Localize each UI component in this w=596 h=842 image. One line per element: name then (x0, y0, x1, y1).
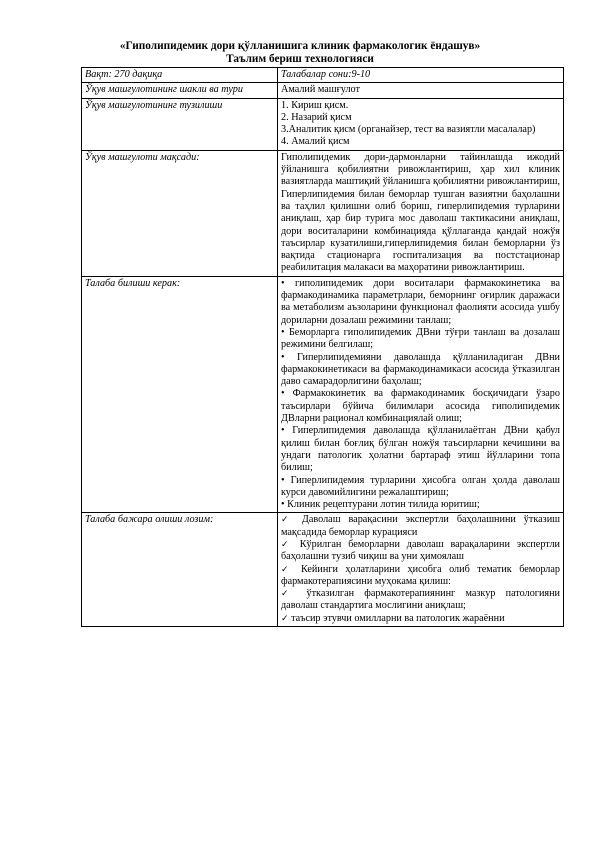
check-icon: ✓ (281, 589, 297, 600)
time-label: Вақт: 270 дақиқа (82, 68, 278, 83)
list-item: • Гиперлипидемия турларини ҳисобга олган ҳолда даволаш курси давомийлигини режалаштириш; (281, 474, 560, 498)
check-icon: ✓ (281, 564, 294, 575)
document-subtitle: Таълим бериш технологияси (226, 53, 374, 65)
list-item: • Клиник рецептурани лотин тилида юритиш; (281, 499, 480, 511)
goal-text: Гиполипидемик дори-дармонларни тайинлашда ижодий ўйланишга қобилиятни ривожлантириш, ҳар хил клиник вазиятларда маштиқий ўйланишга қобилиятни ривожлантириш, Гиперлипидемия билан беморлар тушган вазиятни баҳолашни ва таҳлил қилишни олиб бориш, гиперлипидемия турларини аниқлаш, ҳар бир турига мос даволаш тактикасини аниқлаш, дори воситаларини комбинацияда қўллаганда қандай ножўя таъсирлар кузатилиши,гиперлипидемия билан беморларни ўз вақтида стационарга госпитализация ва постстационар реабилитация малакаси ва маҳоратини ривожлантириш. (278, 150, 564, 276)
form-label: Ўқув машғулотининг шакли ва тури (82, 83, 278, 98)
table-row (82, 98, 564, 150)
list-item (281, 613, 560, 625)
table-row (82, 276, 564, 513)
do-label: Талаба бажара олиши лозим: (82, 513, 278, 627)
check-icon: ✓ (281, 539, 293, 550)
list-item-text: таъсир этувчи омилларни ва патологик жараённи (291, 612, 505, 624)
table-row (82, 68, 564, 83)
list-item-text: Кейинги ҳолатларини ҳисобга олиб тематик беморлар фармакотерапиясини муҳокама қилиш: (281, 563, 560, 587)
students-count: Талабалар сони:9-10 (278, 68, 564, 83)
table-row (82, 83, 564, 98)
lesson-table (81, 67, 564, 627)
list-item (281, 539, 560, 564)
list-item (281, 564, 560, 589)
structure-list (278, 98, 564, 150)
list-item-text: Кўрилган беморларни даволаш варақаларини экспертли баҳолашни тузиб чиқиш ва уни ҳимоялаш (281, 538, 561, 563)
table-row (82, 150, 564, 276)
list-item: • Гиперлипидемия даволашда қўлланилаётган ДВни қабул қилиш билан боғлиқ бўлган ножўя таъсирларни кечишини ва ундаги патологик ҳолатни бартараф этиш йўлларини топа билиш; (281, 425, 560, 474)
list-item-text: ўтказилган фармакотерапиянинг мазкур патологияни даволаш стандартига мослигини аниқлаш; (281, 588, 561, 612)
list-item: • Беморларга гиполипидемик ДВни тўғри танлаш ва дозалаш режимини белгилаш; (281, 326, 560, 351)
list-item: 4. Амалий қисм (281, 136, 350, 148)
table-row (82, 513, 564, 627)
do-list (278, 513, 564, 627)
list-item: 2. Назарий қисм (281, 111, 352, 123)
goal-label: Ўқув машғулоти мақсади: (82, 150, 278, 276)
list-item: 1. Кириш қисм. (281, 99, 349, 111)
document-header (40, 40, 560, 66)
list-item (281, 514, 560, 539)
document-title: «Гиполипидемик дори қўлланишига клиник фармакологик ёндашув» (119, 40, 481, 52)
know-label: Талаба билиши керак: (82, 276, 278, 513)
structure-label: Ўқув машғулотининг тузилиши (82, 98, 278, 150)
list-item (281, 588, 560, 613)
check-icon: ✓ (281, 613, 289, 624)
list-item: 3.Аналитик қисм (органайзер, тест ва вазиятли масалалар) (281, 124, 536, 136)
list-item: • гиполипидемик дори воситалари фармакокинетика ва фармакодинамика параметрлари, беморнинг оғирлик даражаси ва метаболизм аъзоларини функционал фаолияти асосида ушбу дориларни дозалаш режимини танлаш; (281, 277, 560, 326)
list-item: • Гиперлипидемияни даволашда қўлланиладиган ДВни фармакокинетикаси ва фармакодинамикаси асосида ўтказилган даво самарадорлигини баҳолаш; (281, 351, 560, 388)
list-item: • Фармакокинетик ва фармакодинамик босқичидаги ўзаро таъсирлари бўйича билимлари асосида гиполипидемик ДВларни рационал комбинациялай олиш; (281, 388, 560, 425)
know-list (278, 276, 564, 513)
list-item-text: Даволаш варақасини экспертли баҳолашнини ўтказиш мақсадида беморлар курацияси (281, 514, 560, 538)
check-icon: ✓ (281, 515, 294, 526)
form-value: Амалий машғулот (278, 83, 564, 98)
